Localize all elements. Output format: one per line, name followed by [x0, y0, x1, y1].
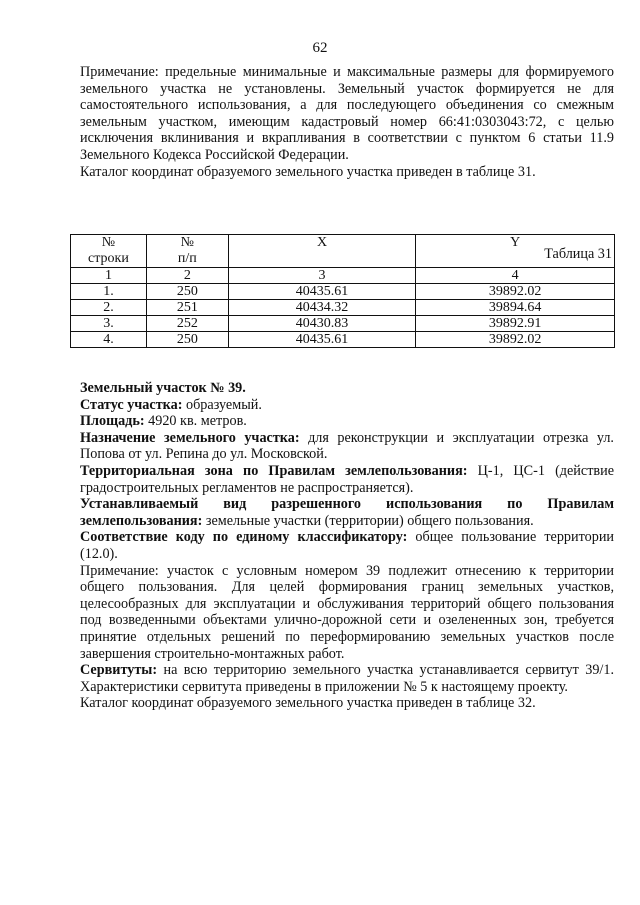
header-x: X	[228, 235, 416, 268]
header-item-number	[146, 235, 228, 268]
code-label: Соответствие коду по единому классификатору:	[80, 529, 408, 546]
zone-value: Ц-1, ЦС-1 (действие градостроительных регламентов не распространяется).	[80, 462, 614, 496]
table-cell: 2	[146, 268, 228, 284]
table-cell: 39892.02	[416, 284, 615, 300]
header-y: Y	[416, 235, 615, 268]
catalog-reference: Каталог координат образуемого земельного участка приведен в таблице 31.	[80, 163, 536, 180]
table-cell: 1.	[71, 284, 147, 300]
table-cell: 39892.02	[416, 332, 615, 348]
table-cell: 40430.83	[228, 316, 416, 332]
table-cell: 252	[146, 316, 228, 332]
table-cell: 1	[71, 268, 147, 284]
parcel-area	[80, 413, 614, 430]
table-row	[71, 332, 615, 348]
header-item-number-label: № п/п	[177, 235, 197, 266]
table-caption: Таблица 31	[544, 246, 612, 262]
parcel-title: Земельный участок № 39.	[80, 380, 246, 396]
table-cell: 3.	[71, 316, 147, 332]
table-cell: 40435.61	[228, 284, 416, 300]
table-row	[71, 316, 615, 332]
status-label: Статус участка:	[80, 396, 183, 413]
table-cell: 2.	[71, 300, 147, 316]
parcel-note: Примечание: участок с условным номером 39 подлежит отнесению к территории общего пользования. Для целей формирования границ земельных участков, целесообразных для эксплуатации и обслуживания территорий общего пользования под возведенными объектами улично-дорожной сети и озелененных зон, требуется принятие отдельных решений по переформированию земельных участков после завершения строительно-монтажных работ.	[80, 562, 614, 662]
table-cell: 250	[146, 284, 228, 300]
page-number: 62	[312, 40, 328, 56]
table-header-row	[71, 235, 615, 268]
note-paragraph: Примечание: предельные минимальные и максимальные размеры для формируемого земельного участка не установлены. Земельный участок формируется не для самостоятельного использования, а для последующего объединения со смежным земельным участком, имеющим кадастровый номер 66:41:0303043:72, с целью исключения вклинивания и вкрапливания в соответствии с пунктом 6 статьи 11.9 Земельного Кодекса Российской Федерации.	[80, 64, 614, 163]
parcel-classifier-code	[80, 529, 614, 562]
table-row	[71, 300, 615, 316]
note-section	[80, 64, 614, 180]
area-label: Площадь:	[80, 413, 145, 430]
table-cell: 4	[416, 268, 615, 284]
parcel-purpose	[80, 430, 614, 463]
table-cell: 251	[146, 300, 228, 316]
parcel-zone	[80, 463, 614, 496]
table-cell: 250	[146, 332, 228, 348]
parcel-permitted-use	[80, 496, 614, 529]
easement-label: Сервитуты:	[80, 662, 158, 679]
coordinates-table	[70, 234, 615, 348]
area-value: 4920 кв. метров.	[144, 413, 247, 430]
easement-value: на всю территорию земельного участка устанавливается сервитут 39/1. Характеристики сервитута приведены в приложении № 5 к настоящему проекту.	[80, 662, 614, 695]
table-cell: 40435.61	[228, 332, 416, 348]
header-row-number	[71, 235, 147, 268]
code-value: общее пользование территории (12.0).	[80, 529, 614, 562]
parcel-easement	[80, 662, 614, 695]
status-value: образуемый.	[182, 396, 262, 413]
zone-label: Территориальная зона по Правилам землепользования:	[80, 462, 468, 479]
table-cell: 40434.32	[228, 300, 416, 316]
use-label: Устанавливаемый вид разрешенного использования по Правилам землепользования:	[80, 496, 614, 529]
use-value: земельные участки (территории) общего пользования.	[202, 512, 534, 529]
purpose-value: для реконструкции и эксплуатации отрезка ул. Попова от ул. Репина до ул. Московской.	[80, 429, 614, 463]
parcel-status	[80, 397, 614, 414]
table-cell: 39894.64	[416, 300, 615, 316]
purpose-label: Назначение земельного участка:	[80, 429, 300, 446]
header-row-number-label: № строки	[88, 235, 129, 266]
table-cell: 3	[228, 268, 416, 284]
table-cell: 39892.91	[416, 316, 615, 332]
parcel-section	[80, 380, 614, 712]
parcel-catalog-reference: Каталог координат образуемого земельного участка приведен в таблице 32.	[80, 695, 536, 712]
table-index-row	[71, 268, 615, 284]
table-row	[71, 284, 615, 300]
table-cell: 4.	[71, 332, 147, 348]
